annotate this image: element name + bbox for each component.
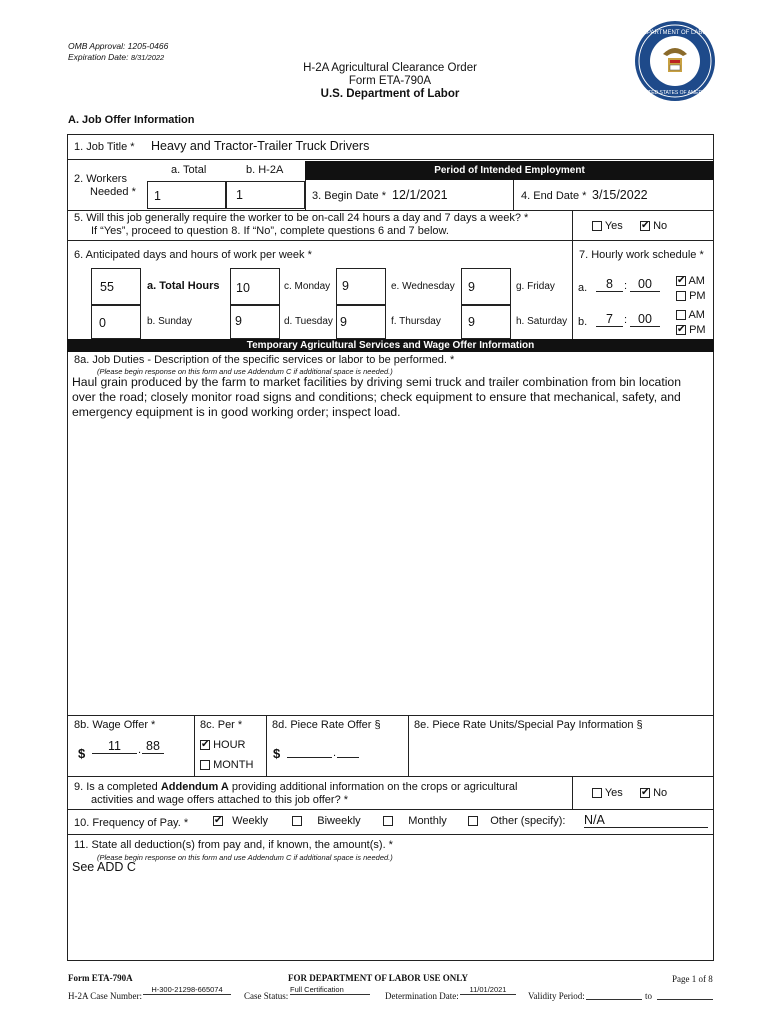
total-hours-label: a. Total Hours	[147, 280, 220, 292]
total-hours-second-value: 10	[236, 281, 250, 295]
footer-dol-only: FOR DEPARTMENT OF LABOR USE ONLY	[288, 973, 468, 983]
q7-a-colon: :	[624, 280, 628, 292]
saturday-label: h. Saturday	[516, 316, 568, 327]
q7-b-pm-checkbox[interactable]	[676, 325, 686, 335]
q5-line1: 5. Will this job generally require the worker to be on-call 24 hours a day and 7 days a week? *	[74, 212, 529, 224]
section-a-title: A. Job Offer Information	[68, 114, 195, 126]
determination-label: Determination Date:	[385, 991, 459, 1001]
q8a-label: 8a. Job Duties - Description of the specific services or labor to be performed. *	[74, 354, 455, 366]
q10-other-option[interactable]	[468, 815, 565, 827]
q8b-label: 8b. Wage Offer *	[74, 719, 156, 731]
workers-h2a-value: 1	[236, 188, 243, 202]
q10-weekly-checkbox[interactable]	[213, 816, 223, 826]
case-status-value: Full Certification	[290, 985, 370, 995]
begin-date-value[interactable]: 12/1/2021	[392, 188, 448, 202]
q7-b-pm-label: PM	[689, 324, 706, 336]
q7-b-pm-option[interactable]	[676, 324, 706, 336]
end-date-value[interactable]: 3/15/2022	[592, 188, 648, 202]
q8b-currency: $	[78, 746, 86, 761]
wednesday-label: e. Wednesday	[391, 281, 455, 292]
q9-line1-pre: 9. Is a completed	[74, 781, 161, 793]
q7-a-pm-option[interactable]	[676, 290, 706, 302]
q10-other-label: Other (specify):	[490, 815, 566, 827]
case-status-label: Case Status:	[244, 991, 289, 1001]
q7-b-am-option[interactable]	[676, 309, 705, 321]
monday-label: c. Monday	[284, 281, 331, 292]
workers-h2a-label: b. H-2A	[246, 164, 284, 176]
validity-from	[586, 999, 642, 1000]
q8d-dollars[interactable]	[287, 757, 332, 758]
q8c-label: 8c. Per *	[200, 719, 243, 731]
form-number: Form ETA-790A	[348, 75, 432, 87]
q7-a-min[interactable]: 00	[630, 277, 660, 292]
tuesday-label: d. Tuesday	[284, 316, 333, 327]
end-date-label: 4. End Date *	[521, 190, 587, 202]
q11-note: (Please begin response on this form and use Addendum C if additional space is needed.)	[97, 853, 393, 862]
q10-biweekly-checkbox[interactable]	[292, 816, 302, 826]
seal-top-text: DEPARTMENT OF LABOR	[638, 30, 712, 36]
q10-monthly-checkbox[interactable]	[383, 816, 393, 826]
q7-label: 7. Hourly work schedule *	[579, 249, 704, 261]
expiration-value: 8/31/2022	[130, 53, 165, 62]
begin-date-label: 3. Begin Date *	[312, 190, 386, 202]
q10-monthly-option[interactable]	[383, 815, 447, 827]
q5-no-label: No	[653, 220, 668, 232]
workers-total-value: 1	[154, 189, 161, 203]
form-title: H-2A Agricultural Clearance Order	[303, 62, 477, 74]
q8c-hour-label: HOUR	[213, 739, 246, 751]
dol-seal-icon	[634, 20, 716, 102]
workers-total-label: a. Total	[171, 164, 207, 176]
q5-yes-label: Yes	[604, 220, 623, 232]
omb-approval: OMB Approval: 1205-0466	[68, 41, 169, 51]
q8d-cents[interactable]	[337, 757, 359, 758]
q7-b-hour[interactable]: 7	[596, 312, 623, 327]
q8c-hour-checkbox[interactable]	[200, 740, 210, 750]
q7-a-hour[interactable]: 8	[596, 277, 623, 292]
q10-label: 10. Frequency of Pay. *	[74, 817, 189, 829]
expiration-date	[68, 52, 164, 62]
q9-no-checkbox[interactable]	[640, 788, 650, 798]
q8c-month-label: MONTH	[213, 759, 254, 771]
period-bar: Period of Intended Employment	[305, 161, 714, 180]
case-number-value: H-300-21298-665074	[143, 985, 231, 995]
q9-no-label: No	[653, 787, 668, 799]
case-number-label: H-2A Case Number:	[68, 991, 142, 1001]
q7-a-pm-label: PM	[689, 290, 706, 302]
q9-yes-option[interactable]	[592, 787, 623, 799]
q6-label: 6. Anticipated days and hours of work per week *	[74, 249, 312, 261]
tuesday-value: 9	[340, 315, 347, 329]
q8e-label: 8e. Piece Rate Units/Special Pay Information §	[414, 719, 643, 731]
q8b-cents[interactable]: 88	[142, 739, 164, 754]
q9-addendum-a: Addendum A	[160, 781, 229, 793]
thursday-value: 9	[468, 315, 475, 329]
q5-line2: If “Yes”, proceed to question 8. If “No”, complete questions 6 and 7 below.	[91, 225, 449, 237]
validity-to: to	[645, 991, 653, 1001]
determination-value: 11/01/2021	[460, 985, 516, 995]
q10-weekly-label: Weekly	[232, 815, 269, 827]
q7-a-am-checkbox[interactable]	[676, 276, 686, 286]
q7-a-label: a.	[578, 282, 588, 294]
q9-no-option[interactable]	[640, 787, 667, 799]
q7-b-min[interactable]: 00	[630, 312, 660, 327]
q9-yes-checkbox[interactable]	[592, 788, 602, 798]
q5-no-checkbox[interactable]	[640, 221, 650, 231]
q7-b-am-checkbox[interactable]	[676, 310, 686, 320]
department-name: U.S. Department of Labor	[320, 88, 460, 100]
q9-line1-post: providing additional information on the crops or agricultural	[228, 781, 518, 793]
q7-a-am-label: AM	[688, 275, 705, 287]
total-hours-box[interactable]	[91, 268, 141, 305]
job-title-field[interactable]: Heavy and Tractor-Trailer Truck Drivers	[151, 139, 370, 153]
sunday-value: 0	[99, 316, 106, 330]
q8c-month-checkbox[interactable]	[200, 760, 210, 770]
q10-biweekly-label: Biweekly	[317, 815, 361, 827]
friday-label: g. Friday	[516, 281, 555, 292]
q8c-month-option[interactable]	[200, 759, 253, 771]
q5-yes-option[interactable]	[592, 220, 623, 232]
q11-label: 11. State all deduction(s) from pay and, if known, the amount(s). *	[74, 839, 393, 851]
q8d-dot: .	[333, 747, 337, 759]
workers-label-1: 2. Workers	[74, 173, 127, 185]
q10-biweekly-option[interactable]	[292, 815, 361, 827]
q9-line1	[74, 781, 517, 793]
validity-label: Validity Period:	[528, 991, 585, 1001]
q8d-label: 8d. Piece Rate Offer §	[272, 719, 381, 731]
q8b-dollars[interactable]: 11	[92, 739, 137, 754]
footer-form: Form ETA-790A	[68, 973, 133, 983]
q8d-currency: $	[273, 746, 281, 761]
q7-b-am-label: AM	[688, 309, 705, 321]
q11-deductions[interactable]: See ADD C	[72, 860, 136, 874]
q9-yes-label: Yes	[604, 787, 623, 799]
wednesday-value: 9	[468, 280, 475, 294]
seal-bottom-text: UNITED STATES OF AMERICA	[639, 90, 711, 96]
q8a-job-duties[interactable]: Haul grain produced by the farm to market facilities by driving semi truck and trailer combination from bin location over the road; closely monitor road signs and conditions; check equipment to ensure that mechanical, safety, and emergency equipment is in good working order; inspect load.	[72, 375, 681, 419]
q5-no-option[interactable]	[640, 220, 667, 232]
validity-end	[657, 999, 713, 1000]
thursday-label: f. Thursday	[391, 316, 441, 327]
workers-label-2: Needed *	[90, 186, 136, 198]
q8c-hour-option[interactable]	[200, 739, 245, 751]
q7-b-label: b.	[578, 316, 588, 328]
q8a-note: (Please begin response on this form and use Addendum C if additional space is needed.)	[97, 367, 393, 376]
q9-line2: activities and wage offers attached to this job offer? *	[91, 794, 349, 806]
q7-a-pm-checkbox[interactable]	[676, 291, 686, 301]
q8b-dot: .	[138, 744, 142, 756]
total-hours-value: 55	[100, 280, 114, 294]
expiration-label: Expiration Date:	[68, 52, 129, 62]
q10-other-field[interactable]: N/A	[584, 813, 708, 828]
q5-yes-checkbox[interactable]	[592, 221, 602, 231]
q7-a-am-option[interactable]	[676, 275, 705, 287]
tuesday-value-left: 9	[235, 314, 242, 328]
sunday-label: b. Sunday	[147, 316, 193, 327]
q10-other-checkbox[interactable]	[468, 816, 478, 826]
q7-b-colon: :	[624, 314, 628, 326]
footer-page: Page 1 of 8	[672, 974, 713, 984]
temp-services-bar: Temporary Agricultural Services and Wage Offer Information	[67, 339, 714, 352]
q10-weekly-option[interactable]	[213, 815, 268, 827]
job-title-label: 1. Job Title *	[74, 141, 135, 153]
q10-monthly-label: Monthly	[408, 815, 447, 827]
monday-value: 9	[342, 279, 349, 293]
